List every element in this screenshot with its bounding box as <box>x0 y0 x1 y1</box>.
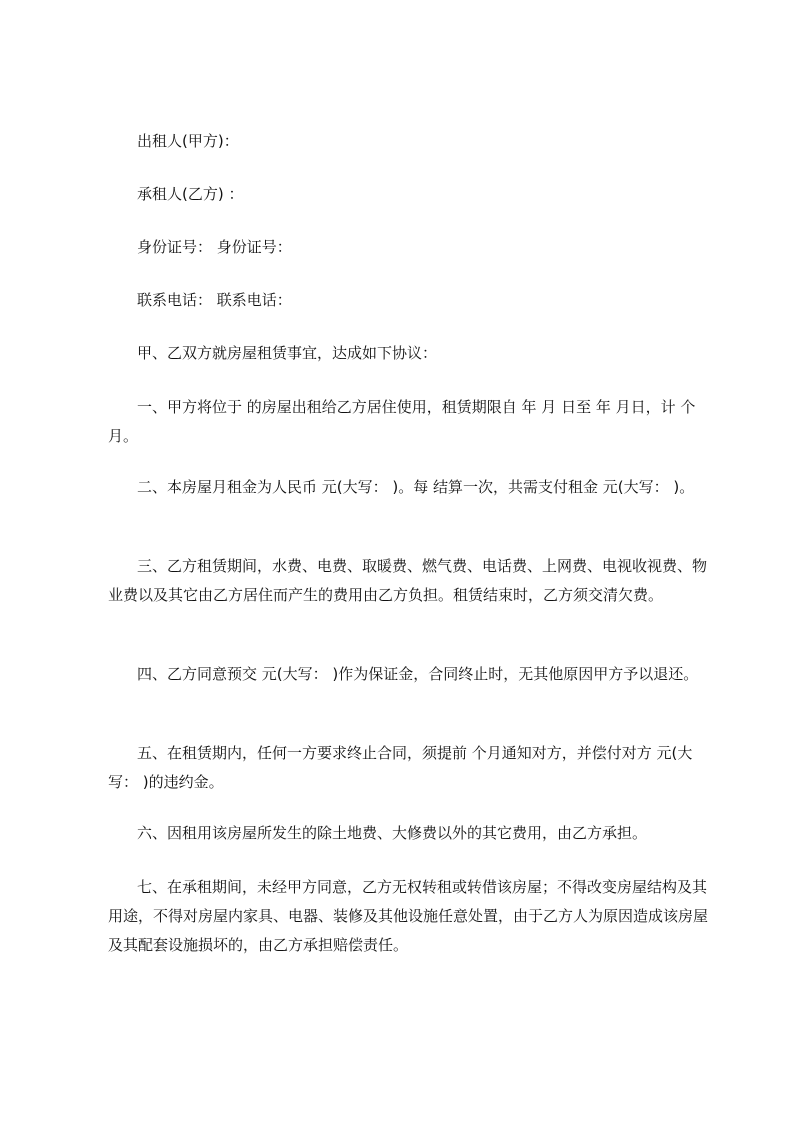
clause-2: 二、本房屋月租金为人民币 元(大写： )。每 结算一次，共需支付租金 元(大写： )。 <box>137 478 695 496</box>
clause-3: 三、乙方租赁期间，水费、电费、取暖费、燃气费、电话费、上网费、电视收视费、物业费以及其它由乙方居住而产生的费用由乙方负担。租赁结束时，乙方须交清欠费。 <box>108 557 708 604</box>
clause-5: 五、在租赁期内，任何一方要求终止合同，须提前 个月通知对方，并偿付对方 元(大写： )的违约金。 <box>108 744 693 791</box>
clause-6: 六、因租用该房屋所发生的除土地费、大修费以外的其它费用，由乙方承担。 <box>137 824 648 842</box>
phone-line: 联系电话： 联系电话： <box>137 291 292 309</box>
clause-1: 一、甲方将位于 的房屋出租给乙方居住使用，租赁期限自 年 月 日至 年 月日，计 个月。 <box>108 398 696 445</box>
id-number-line: 身份证号： 身份证号： <box>137 238 292 256</box>
lessee-line: 承租人(乙方) ： <box>137 185 244 203</box>
clause-7: 七、在承租期间，未经甲方同意，乙方无权转租或转借该房屋；不得改变房屋结构及其用途，不得对房屋内家具、电器、装修及其他设施任意处置，由于乙方人为原因造成该房屋及其配套设施损坏的，由乙方承担赔偿责任。 <box>108 878 709 954</box>
intro-paragraph: 甲、乙双方就房屋租赁事宜，达成如下协议： <box>137 344 438 362</box>
clause-4: 四、乙方同意预交 元(大写： )作为保证金，合同终止时，无其他原因甲方予以退还。 <box>137 665 699 683</box>
lessor-line: 出租人(甲方)： <box>137 132 239 150</box>
